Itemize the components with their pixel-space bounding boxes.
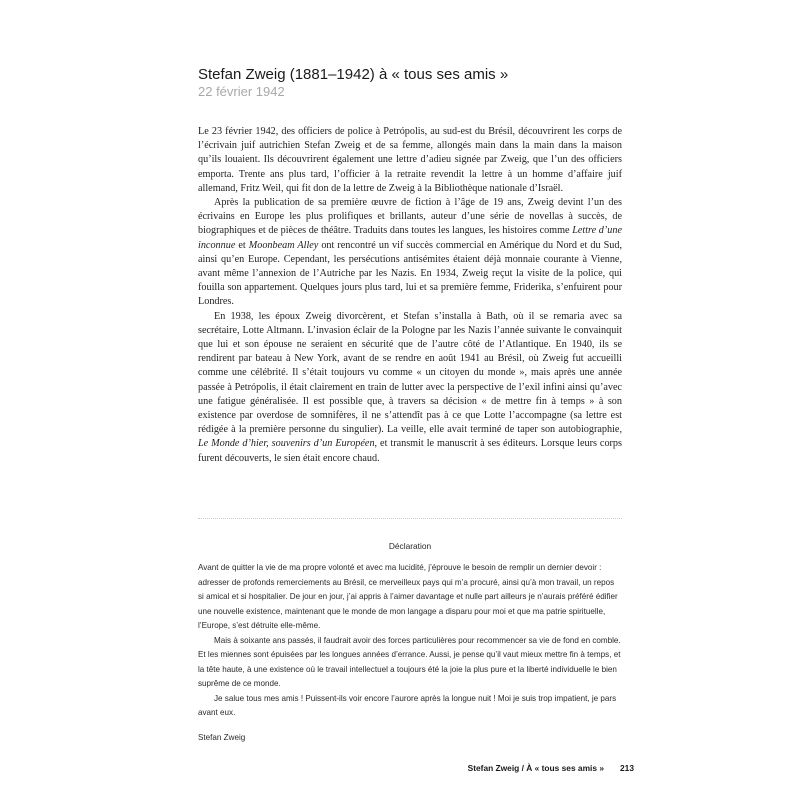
page-title: Stefan Zweig (1881–1942) à « tous ses amis » (198, 66, 509, 83)
declaration-title: Déclaration (388, 541, 432, 551)
intro-paragraph-2-part-b: et (235, 239, 249, 251)
intro-paragraph-1: Le 23 février 1942, des officiers de police à Petrópolis, au sud-est du Brésil, découvrirent les corps de l’écrivain juif autrichien Stefan Zweig et de sa femme, allongés main dans la main dans la maison qu’ils louaient. Ils découvrirent également une lettre d’adieu signée par Zweig, que l’un des officiers emporta. Trente ans plus tard, l’officier à la retraite revendit la lettre à un homme d’affaire juif allemand, Fritz Weil, qui fit don de la lettre de Zweig à la Bibliothèque nationale d’Israël. (198, 126, 622, 194)
declaration-paragraph-1: Avant de quitter la vie de ma propre volonté et avec ma lucidité, j’éprouve le besoin de remplir un dernier devoir : adresser de profonds remerciements au Brésil, ce merveilleux pays qui m’a procuré, ainsi qu’à mon travail, un repos si amical et si hospitalier. De jour en jour, j’ai appris à l’aimer davantage et nulle part ailleurs je n’aurais préféré édifier une nouvelle existence, maintenant que le monde de mon langage a disparu pour moi et que ma patrie spirituelle, l’Europe, s’est détruite elle-même. (198, 563, 618, 630)
book-title-monde-hier: Le Monde d’hier, souvenirs d’un Européen (198, 438, 375, 450)
intro-text (198, 125, 622, 466)
book-title-moonbeam: Moonbeam Alley (248, 239, 319, 251)
section-divider (198, 518, 622, 519)
declaration-paragraph-3: Je salue tous mes amis ! Puissent-ils voir encore l’aurore après la longue nuit ! Moi je suis trop impatient, je pars avant eux. (198, 693, 617, 717)
intro-paragraph-2-part-c: ont rencontré un vif succès commercial en Amérique du Nord et du Sud, ainsi qu’en Europe. Cependant, les persécutions antisémites étaient déjà monnaie courante à Vienne, avant même l’annexion de l’Autriche par les Nazis. En 1934, Zweig reçut la visite de la police, qui fouilla son appartement. Quelques jours plus tard, lui et sa première femme, Friderika, s’enfuirent pour Londres. (198, 239, 622, 308)
intro-paragraph-3 (198, 310, 622, 466)
intro-paragraph-3-part-a: En 1938, les époux Zweig divorcèrent, et Stefan s’installa à Bath, où il se remaria avec sa secrétaire, Lotte Altmann. L’invasion éclair de la Pologne par les Nazis l’année suivante le convainquit que lui et son épouse ne seraient en sécurité que de l’autre côté de l’Atlantique. En 1940, ils se rendirent par bateau à New York, avant de se rendre en août 1941 au Brésil, où Zweig fut accueilli comme une célébrité. Il s’était toujours vu comme « un citoyen du monde », mais après une année passée à Petrópolis, il était clairement en train de lutter avec la perspective de l’exil infini ainsi qu’avec une fatigue généralisée. Il est possible que, à travers sa décision « de mettre fin à temps » à son existence par overdose de somnifères, il ne s’attendît pas à ce que Lotte l’accompagne (sa lettre est rédigée à la première personne du singulier). La veille, elle avait terminé de taper son autobiographie, (198, 310, 622, 436)
running-footer-title: Stefan Zweig / À « tous ses amis » (467, 763, 604, 773)
intro-paragraph-2-part-a: Après la publication de sa première œuvre de fiction à l’âge de 19 ans, Zweig devint l’un des écrivains en Europe les plus prolifiques et brillants, auteur d’une série de novellas à succès, de biographiques et de pièces de théâtre. Traduits dans toutes les langues, les histoires comme (198, 197, 622, 237)
page-number: 213 (620, 763, 634, 773)
intro-paragraph-2 (198, 196, 622, 310)
letter-date: 22 février 1942 (198, 84, 285, 99)
declaration-text (198, 561, 622, 721)
book-title-lettre: Lettre d’une inconnue (198, 225, 622, 251)
signature: Stefan Zweig (198, 733, 246, 742)
intro-paragraph-3-part-b: , et transmit le manuscrit à ses éditeurs. Lorsque leurs corps furent découverts, le sien était encore chaud. (198, 438, 622, 464)
declaration-paragraph-2: Mais à soixante ans passés, il faudrait avoir des forces particulières pour recommencer sa vie de fond en comble. Et les miennes sont épuisées par les longues années d’errance. Aussi, je pense qu’il vaut mieux mettre fin à temps, et la tête haute, à une existence où le travail intellectuel a toujours été la joie la plus pure et la liberté individuelle le bien suprême de ce monde. (198, 635, 621, 688)
